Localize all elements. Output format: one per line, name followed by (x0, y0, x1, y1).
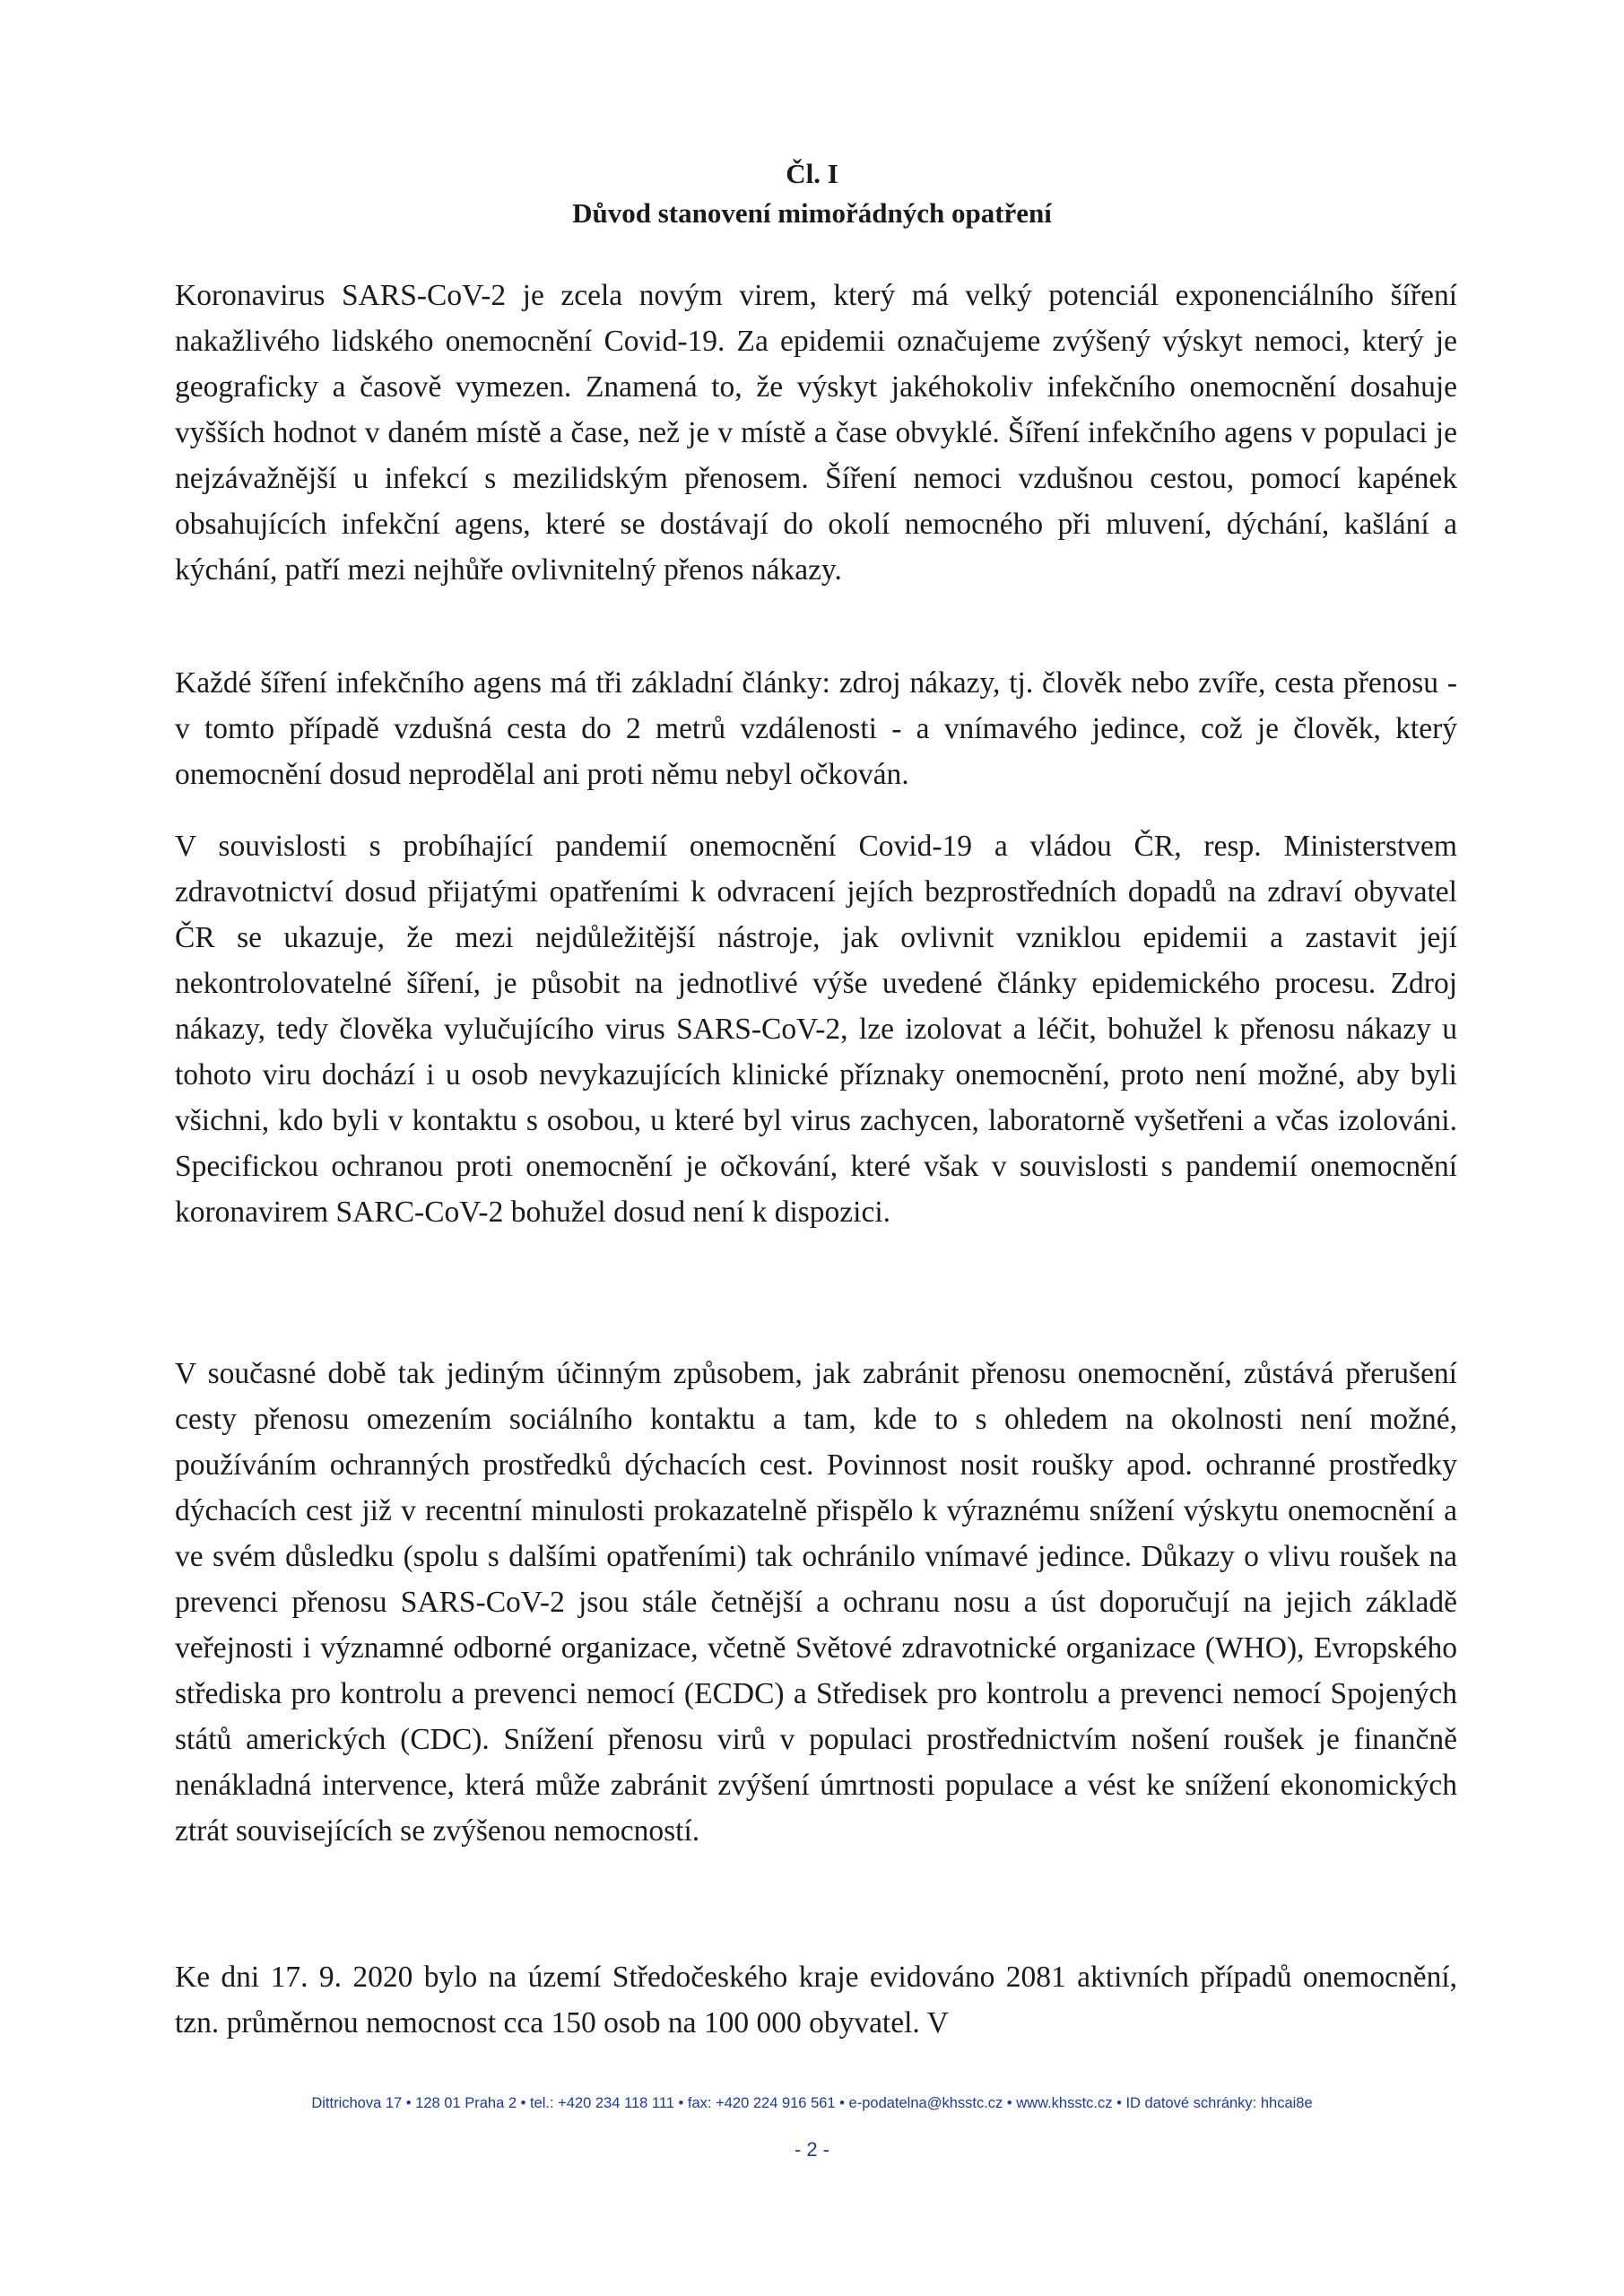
paragraph-1: Koronavirus SARS-CoV-2 je zcela novým virem, který má velký potenciál exponenciálního šíření nakažlivého lidského onemocnění Covid-19. Za epidemii označujeme zvýšený výskyt nemoci, který je geograficky a časově vymezen. Znamená to, že výskyt jakéhokoliv infekčního onemocnění dosahuje vyšších hodnot v daném místě a čase, než je v místě a čase obvyklé. Šíření infekčního agens v populaci je nejzávažnější u infekcí s mezilidským přenosem. Šíření nemoci vzdušnou cestou, pomocí kapének obsahujících infekční agens, které se dostávají do okolí nemocného při mluvení, dýchání, kašlání a kýchání, patří mezi nejhůře ovlivnitelný přenos nákazy. (175, 279, 1457, 587)
article-title: Důvod stanovení mimořádných opatření (572, 197, 1052, 229)
page-number: - 2 - (794, 2138, 830, 2161)
paragraph-5: Ke dni 17. 9. 2020 bylo na území Středočeského kraje evidováno 2081 aktivních případů onemocnění, tzn. průměrnou nemocnost cca 150 osob na 100 000 obyvatel. V (175, 1961, 1457, 2039)
paragraph-3: V souvislosti s probíhající pandemií onemocnění Covid-19 a vládou ČR, resp. Ministerstvem zdravotnictví dosud přijatými opatřeními k odvracení jejích bezprostředních dopadů na zdraví obyvatel ČR se ukazuje, že mezi nejdůležitější nástroje, jak ovlivnit vzniklou epidemii a zastavit její nekontrolovatelné šíření, je působit na jednotlivé výše uvedené články epidemického procesu. Zdroj nákazy, tedy člověka vylučujícího virus SARS-CoV-2, lze izolovat a léčit, bohužel k přenosu nákazy u tohoto viru dochází i u osob nevykazujících klinické příznaky onemocnění, proto není možné, aby byli všichni, kdo byli v kontaktu s osobou, u které byl virus zachycen, laboratorně vyšetřeni a včas izolováni. Specifickou ochranou proti onemocnění je očkování, které však v souvislosti s pandemií onemocnění koronavirem SARC-CoV-2 bohužel dosud není k dispozici. (175, 830, 1457, 1229)
paragraph-2: Každé šíření infekčního agens má tři základní články: zdroj nákazy, tj. člověk nebo zvíře, cesta přenosu - v tomto případě vzdušná cesta do 2 metrů vzdálenosti - a vnímavého jedince, což je člověk, který onemocnění dosud neprodělal ani proti němu nebyl očkován. (175, 666, 1457, 791)
article-number: Čl. I (786, 158, 838, 189)
footer-contact: Dittrichova 17 • 128 01 Praha 2 • tel.: +420 234 118 111 • fax: +420 224 916 561 • e-podatelna@khsstc.cz • www.khsstc.cz • ID datové schránky: hhcai8e (311, 2095, 1313, 2111)
paragraph-4: V současné době tak jediným účinným způsobem, jak zabránit přenosu onemocnění, zůstává přerušení cesty přenosu omezením sociálního kontaktu a tam, kde to s ohledem na okolnosti není možné, používáním ochranných prostředků dýchacích cest. Povinnost nosit roušky apod. ochranné prostředky dýchacích cest již v recentní minulosti prokazatelně přispělo k výraznému snížení výskytu onemocnění a ve svém důsledku (spolu s dalšími opatřeními) tak ochránilo vnímavé jedince. Důkazy o vlivu roušek na prevenci přenosu SARS-CoV-2 jsou stále četnější a ochranu nosu a úst doporučují na jejich základě veřejnosti i významné odborné organizace, včetně Světové zdravotnické organizace (WHO), Evropského střediska pro kontrolu a prevenci nemocí (ECDC) a Středisek pro kontrolu a prevenci nemocí Spojených států amerických (CDC). Snížení přenosu virů v populaci prostřednictvím nošení roušek je finančně nenákladná intervence, která může zabránit zvýšení úmrtnosti populace a vést ke snížení ekonomických ztrát souvisejících se zvýšenou nemocností. (175, 1357, 1457, 1848)
